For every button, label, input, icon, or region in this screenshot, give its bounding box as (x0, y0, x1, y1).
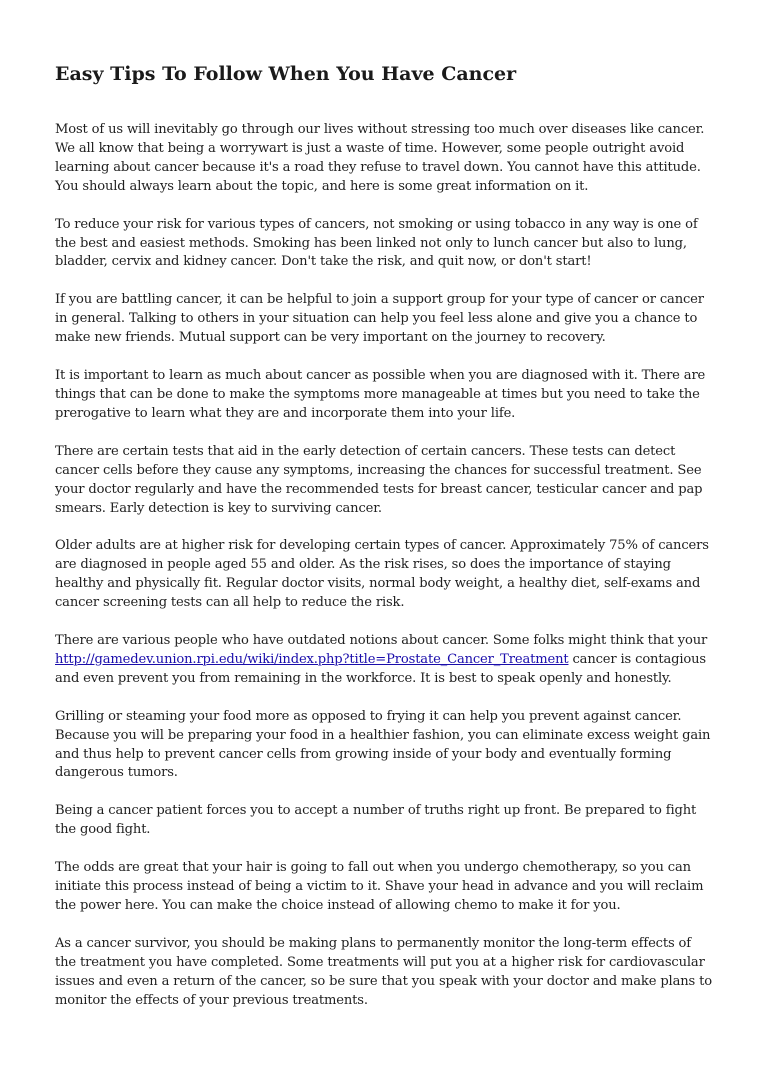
paragraph-text-before-link: There are various people who have outdated notions about cancer. Some folks might think that your (55, 633, 708, 649)
paragraph-learn: It is important to learn as much about cancer as possible when you are diagnosed with it. There are things that can be done to make the symptoms more manageable at times but you need to take the prerogative to learn what they are and incorporate them into your life. (55, 368, 706, 421)
article-body (55, 121, 715, 1030)
paragraph-grilling: Grilling or steaming your food more as opposed to frying it can help you prevent against cancer. Because you will be preparing your food in a healthier fashion, you can eliminate excess weight gain and thus help to prevent cancer cells from growing inside of your body and eventually forming dangerous tumors. (55, 708, 711, 781)
paragraph-older-adults: Older adults are at higher risk for developing certain types of cancer. Approximately 75% of cancers are diagnosed in people aged 55 and older. As the risk rises, so does the importance of staying healthy and physically fit. Regular doctor visits, normal body weight, a healthy diet, self-exams and cancer screening tests can all help to reduce the risk. (55, 538, 709, 611)
paragraph-early-detection: There are certain tests that aid in the early detection of certain cancers. These tests can detect cancer cells before they cause any symptoms, increasing the chances for successful treatment. See your doctor regularly and have the recommended tests for breast cancer, testicular cancer and pap smears. Early detection is key to surviving cancer. (55, 443, 703, 516)
paragraph-smoking: To reduce your risk for various types of cancers, not smoking or using tobacco in any way is one of the best and easiest methods. Smoking has been linked not only to lunch cancer but also to lung, bladder, cervix and kidney cancer. Don't take the risk, and quit now, or don't start! (55, 216, 698, 270)
paragraph-text-after-link: cancer is contagious and even prevent you from remaining in the workforce. It is best to speak openly and honestly. (55, 651, 706, 686)
page-title: Easy Tips To Follow When You Have Cancer (55, 63, 517, 85)
treatment-link[interactable]: http://gamedev.union.rpi.edu/wiki/index.php?title=Prostate_Cancer_Treatment (55, 651, 569, 667)
paragraph-survivor: As a cancer survivor, you should be making plans to permanently monitor the long-term effects of the treatment you have completed. Some treatments will put you at a higher risk for cardiovascular issues and even a return of the cancer, so be sure that you speak with your doctor and make plans to monitor the effects of your previous treatments. (55, 935, 712, 1008)
paragraph-outdated-notions (55, 632, 715, 689)
paragraph-truths: Being a cancer patient forces you to accept a number of truths right up front. Be prepared to fight the good fight. (55, 803, 697, 838)
paragraph-intro: Most of us will inevitably go through our lives without stressing too much over diseases like cancer. We all know that being a worrywart is just a waste of time. However, some people outright avoid learning about cancer because it's a road they refuse to travel down. You cannot have this attitude. You should always learn about the topic, and here is some great information on it. (55, 122, 705, 194)
paragraph-support-group: If you are battling cancer, it can be helpful to join a support group for your type of cancer or cancer in general. Talking to others in your situation can help you feel less alone and give you a chance to make new friends. Mutual support can be very important on the journey to recovery. (55, 292, 704, 346)
paragraph-hair: The odds are great that your hair is going to fall out when you undergo chemotherapy, so you can initiate this process instead of being a victim to it. Shave your head in advance and you will reclaim the power here. You can make the choice instead of allowing chemo to make it for you. (55, 860, 704, 913)
